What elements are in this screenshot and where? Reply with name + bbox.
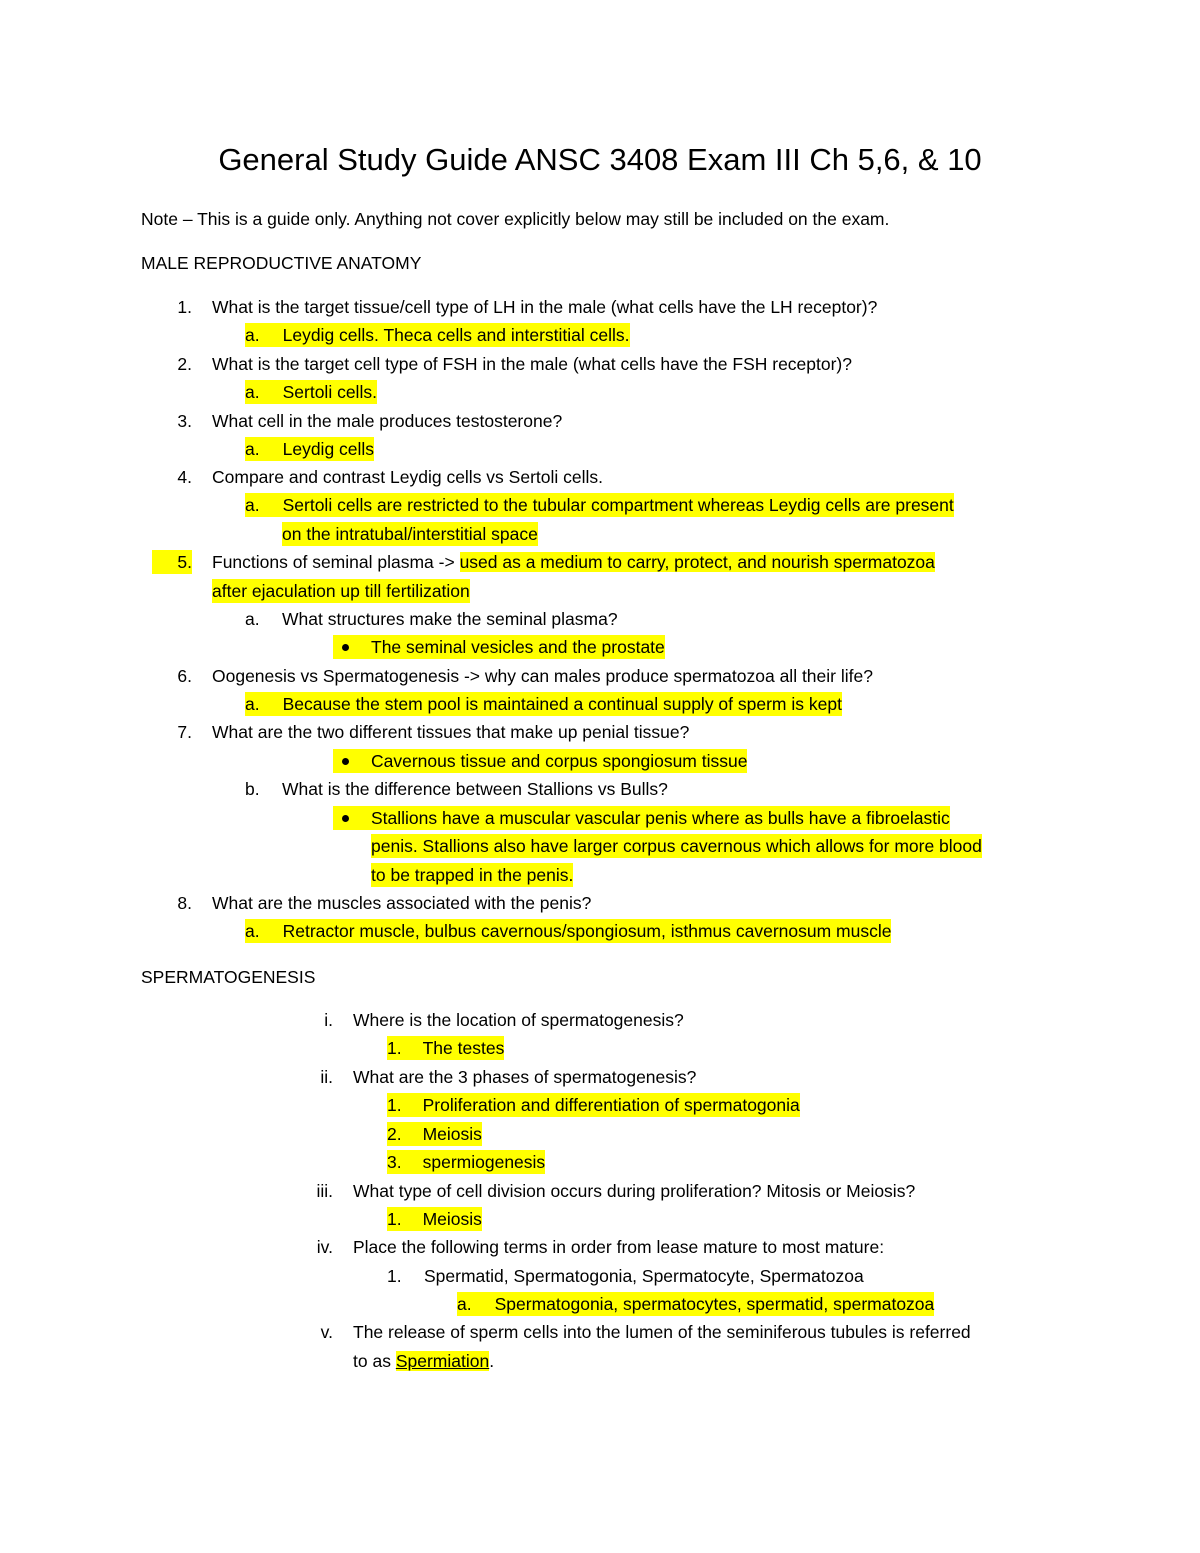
answer-text: Sertoli cells. <box>282 382 377 402</box>
question-text: Where is the location of spermatogenesis? <box>353 1010 684 1030</box>
answer-text: spermiogenesis <box>422 1152 546 1172</box>
question-text: What is the target tissue/cell type of LH in the male (what cells have the LH receptor)? <box>212 297 878 317</box>
question-text-prefix: to as <box>353 1351 391 1371</box>
bullet-answer-text: Stallions have a muscular vascular penis where as bulls have a fibroelastic <box>371 808 950 828</box>
answer-marker: a. <box>245 382 260 402</box>
answer-text: Spermatogonia, spermatocytes, spermatid, spermatozoa <box>494 1294 935 1314</box>
answer-highlight <box>387 1207 482 1231</box>
answer-text: Proliferation and differentiation of spermatogonia <box>422 1095 800 1115</box>
sub-question-text: What structures make the seminal plasma? <box>282 609 618 629</box>
answer-marker: a. <box>245 694 260 714</box>
roman-numeral-marker: v. <box>320 1322 333 1342</box>
answer-marker: a. <box>245 439 260 459</box>
bullet-answer <box>333 806 950 830</box>
answer-text: Leydig cells. Theca cells and interstitial cells. <box>282 325 630 345</box>
question-text: What is the target cell type of FSH in the male (what cells have the FSH receptor)? <box>212 354 852 374</box>
answer-text: Sertoli cells are restricted to the tubular compartment whereas Leydig cells are present <box>282 495 954 515</box>
answer-highlight <box>245 493 954 517</box>
answer-highlight <box>457 1292 934 1316</box>
answer-text-continued: on the intratubal/interstitial space <box>282 524 538 544</box>
answer-marker: a. <box>245 325 260 345</box>
question-number: 5. <box>152 550 192 574</box>
list-marker: 1. <box>387 1266 402 1286</box>
answer-highlight <box>245 692 842 716</box>
answer-text: Meiosis <box>422 1209 482 1229</box>
answer-marker: 2. <box>387 1124 402 1144</box>
answer-text: Leydig cells <box>282 439 375 459</box>
sub-question-marker: b. <box>245 779 260 799</box>
bullet-icon <box>342 644 349 651</box>
question-text <box>212 550 935 574</box>
bullet-answer-text: The seminal vesicles and the prostate <box>371 637 665 657</box>
answer-text: Retractor muscle, bulbus cavernous/spongiosum, isthmus cavernosum muscle <box>282 921 892 941</box>
question-text: What are the two different tissues that make up penial tissue? <box>212 722 690 742</box>
answer-marker: 1. <box>387 1038 402 1058</box>
bullet-answer-continued: penis. Stallions also have larger corpus cavernous which allows for more blood <box>371 836 982 856</box>
question-number: 3. <box>177 411 192 431</box>
bullet-answer <box>333 635 665 659</box>
question-text: What are the muscles associated with the penis? <box>212 893 592 913</box>
bullet-answer-text: Cavernous tissue and corpus spongiosum tissue <box>371 751 748 771</box>
sub-question-text: What is the difference between Stallions vs Bulls? <box>282 779 668 799</box>
sub-question-marker: a. <box>245 609 260 629</box>
answer-marker: 1. <box>387 1209 402 1229</box>
answer-highlight <box>387 1150 545 1174</box>
question-number: 2. <box>177 354 192 374</box>
bullet-answer-continued: to be trapped in the penis. <box>371 865 574 885</box>
question-prefix: Functions of seminal plasma -> <box>212 552 455 572</box>
answer-highlight <box>387 1036 504 1060</box>
answer-highlight <box>387 1093 800 1117</box>
answer-marker: 1. <box>387 1095 402 1115</box>
question-text: Compare and contrast Leydig cells vs Sertoli cells. <box>212 467 604 487</box>
answer-highlight <box>245 919 891 943</box>
question-number: 7. <box>177 722 192 742</box>
list-text: Spermatid, Spermatogonia, Spermatocyte, Spermatozoa <box>424 1266 864 1286</box>
roman-numeral-marker: iii. <box>316 1181 333 1201</box>
answer-text: Because the stem pool is maintained a continual supply of sperm is kept <box>282 694 842 714</box>
answer-highlight <box>245 437 374 461</box>
question-text: What are the 3 phases of spermatogenesis? <box>353 1067 697 1087</box>
page-title: General Study Guide ANSC 3408 Exam III Ch 5,6, & 10 <box>218 142 982 177</box>
inline-answer-continued: after ejaculation up till fertilization <box>212 581 470 601</box>
question-text: The release of sperm cells into the lumen of the seminiferous tubules is referred <box>353 1322 971 1342</box>
answer-marker: a. <box>245 495 260 515</box>
question-number: 4. <box>177 467 192 487</box>
bullet-icon <box>342 758 349 765</box>
question-text: What cell in the male produces testosterone? <box>212 411 563 431</box>
note-text: Note – This is a guide only. Anything not cover explicitly below may still be included on the exam. <box>141 209 890 229</box>
question-number: 6. <box>177 666 192 686</box>
answer-marker: a. <box>457 1294 472 1314</box>
question-number: 1. <box>177 297 192 317</box>
question-text: What type of cell division occurs during proliferation? Mitosis or Meiosis? <box>353 1181 916 1201</box>
roman-numeral-marker: iv. <box>316 1237 333 1257</box>
question-text: Place the following terms in order from lease mature to most mature: <box>353 1237 885 1257</box>
answer-marker: a. <box>245 921 260 941</box>
question-text: Oogenesis vs Spermatogenesis -> why can males produce spermatozoa all their life? <box>212 666 873 686</box>
roman-numeral-marker: ii. <box>320 1067 333 1087</box>
bullet-icon <box>342 815 349 822</box>
answer-highlight <box>387 1122 482 1146</box>
answer-text: Meiosis <box>422 1124 482 1144</box>
section-heading-male-anatomy: MALE REPRODUCTIVE ANATOMY <box>141 253 422 273</box>
sentence-end: . <box>489 1351 495 1371</box>
roman-numeral-marker: i. <box>324 1010 333 1030</box>
answer-highlight <box>245 380 377 404</box>
question-text-continued <box>353 1349 494 1373</box>
answer-text: The testes <box>422 1038 505 1058</box>
section-heading-spermatogenesis: SPERMATOGENESIS <box>141 967 316 987</box>
question-number: 8. <box>177 893 192 913</box>
answer-term: Spermiation <box>395 1351 490 1371</box>
bullet-answer <box>333 749 747 773</box>
inline-answer-highlight: used as a medium to carry, protect, and nourish spermatozoa <box>459 552 935 572</box>
answer-marker: 3. <box>387 1152 402 1172</box>
answer-highlight <box>245 323 630 347</box>
